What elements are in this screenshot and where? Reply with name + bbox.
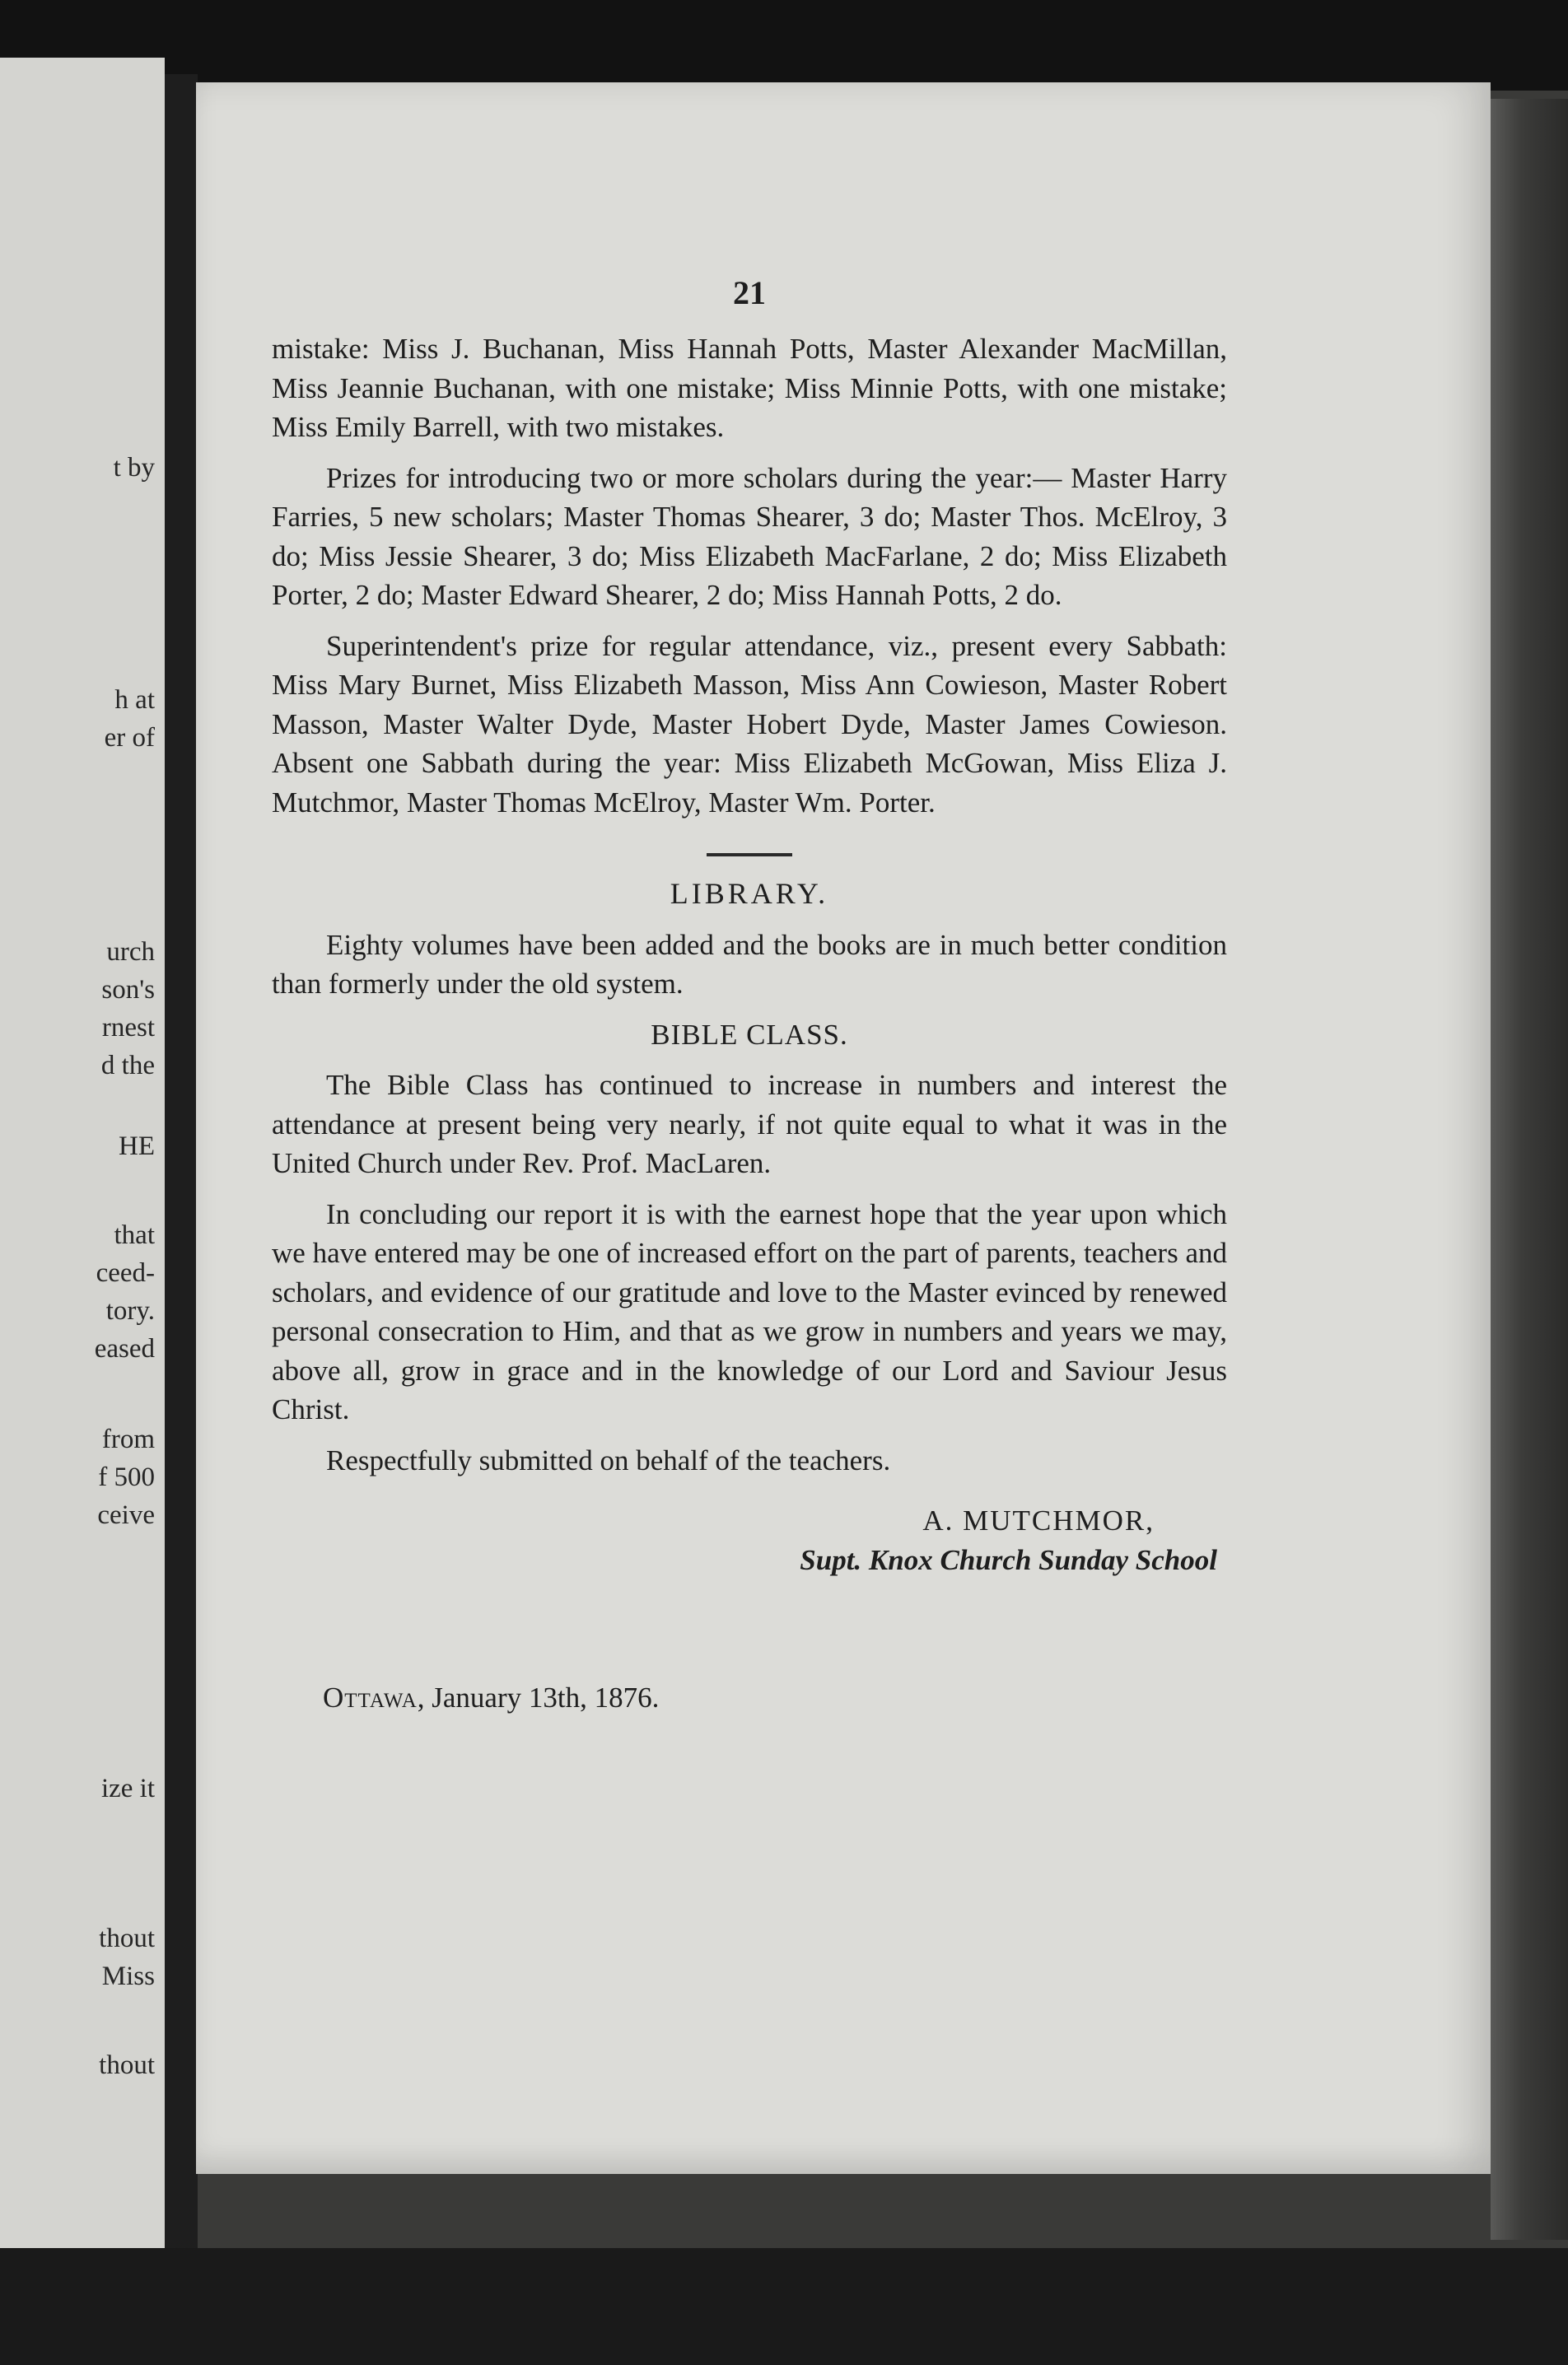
paragraph-prizes-introducing: Prizes for introducing two or more scholars during the year:— Master Harry Farries, 5 new scholars; Master Thomas Shearer, 3 do; Master Thos. McElroy, 3 do; Miss Jessie Shearer, 3 do; Miss Elizabeth MacFarlane, 2 do; Miss Elizabeth Porter, 2 do; Master Edward Shearer, 2 do; Miss Hannah Potts, 2 do. xyxy=(272,461,1227,611)
book-gutter xyxy=(165,74,198,2248)
signature-name: A. MUTCHMOR, xyxy=(922,1504,1155,1537)
left-page-line: that xyxy=(114,1220,155,1250)
bible-class-heading: BIBLE CLASS. xyxy=(651,1018,848,1051)
paragraph-library: Eighty volumes have been added and the books are in much better condition than formerly under the old system. xyxy=(272,928,1227,1000)
left-page-line: Miss xyxy=(101,1962,155,1991)
scan-background-bottom xyxy=(0,2248,1568,2365)
left-page-line: from xyxy=(101,1425,155,1454)
left-page-line: thout xyxy=(99,2050,155,2080)
left-page-line: ceed- xyxy=(96,1258,155,1288)
dateline xyxy=(323,1682,659,1714)
left-page-line: HE xyxy=(119,1131,155,1161)
left-page-line: er of xyxy=(104,723,155,753)
dateline-place: Ottawa xyxy=(323,1682,418,1714)
paragraph-continuation: mistake: Miss J. Buchanan, Miss Hannah Potts, Master Alexander MacMillan, Miss Jeannie Buchanan, with one mistake; Miss Minnie Potts, with one mistake; Miss Emily Barrell, with two mistakes. xyxy=(272,333,1227,443)
left-page-line: thout xyxy=(99,1924,155,1953)
dateline-date: , January 13th, 1876. xyxy=(417,1682,660,1714)
paragraph-bible-class: The Bible Class has continued to increase in numbers and interest the attendance at present being very nearly, if not quite equal to what it was in the United Church under Rev. Prof. MacLaren. xyxy=(272,1069,1227,1179)
left-page-line: son's xyxy=(101,975,155,1005)
left-page-line: urch xyxy=(106,937,155,967)
signature-title: Supt. Knox Church Sunday School xyxy=(800,1543,1217,1576)
paragraph-superintendent-prize: Superintendent's prize for regular attendance, viz., present every Sabbath: Miss Mary Burnet, Miss Elizabeth Masson, Miss Ann Cowieson, Master Robert Masson, Master Walter Dyde, Master Hobert Dyde, Master James Cowieson. Absent one Sabbath during the year: Miss Elizabeth McGowan, Miss Eliza J. Mutchmor, Master Thomas McElroy, Master Wm. Porter. xyxy=(272,629,1227,819)
page-edge-shadow xyxy=(1491,99,1568,2240)
page-text-block xyxy=(272,274,1227,1579)
left-page-line: tory. xyxy=(105,1296,155,1326)
left-page-line: f 500 xyxy=(98,1462,155,1492)
left-page-line: ceive xyxy=(97,1500,155,1530)
left-page-line: ize it xyxy=(100,1774,155,1803)
left-page-line: eased xyxy=(94,1334,155,1364)
paragraph-submitted: Respectfully submitted on behalf of the teachers. xyxy=(326,1444,891,1476)
section-divider xyxy=(707,853,792,856)
paragraph-concluding: In concluding our report it is with the earnest hope that the year upon which we have entered may be one of increased effort on the part of parents, teachers and scholars, and evidence of our gratitude and love to the Master evinced by renewed personal consecration to Him, and that as we grow in numbers and years we may, above all, grow in grace and in the knowledge of our Lord and Saviour Jesus Christ. xyxy=(272,1197,1227,1425)
library-heading: LIBRARY. xyxy=(670,877,829,910)
left-page-line: rnest xyxy=(101,1013,155,1043)
left-facing-page xyxy=(0,58,165,2248)
left-page-line: d the xyxy=(100,1051,155,1080)
left-page-line: t by xyxy=(113,453,155,483)
page-number: 21 xyxy=(733,274,766,311)
left-page-line: h at xyxy=(114,685,155,715)
scan-background-top xyxy=(0,0,1568,91)
